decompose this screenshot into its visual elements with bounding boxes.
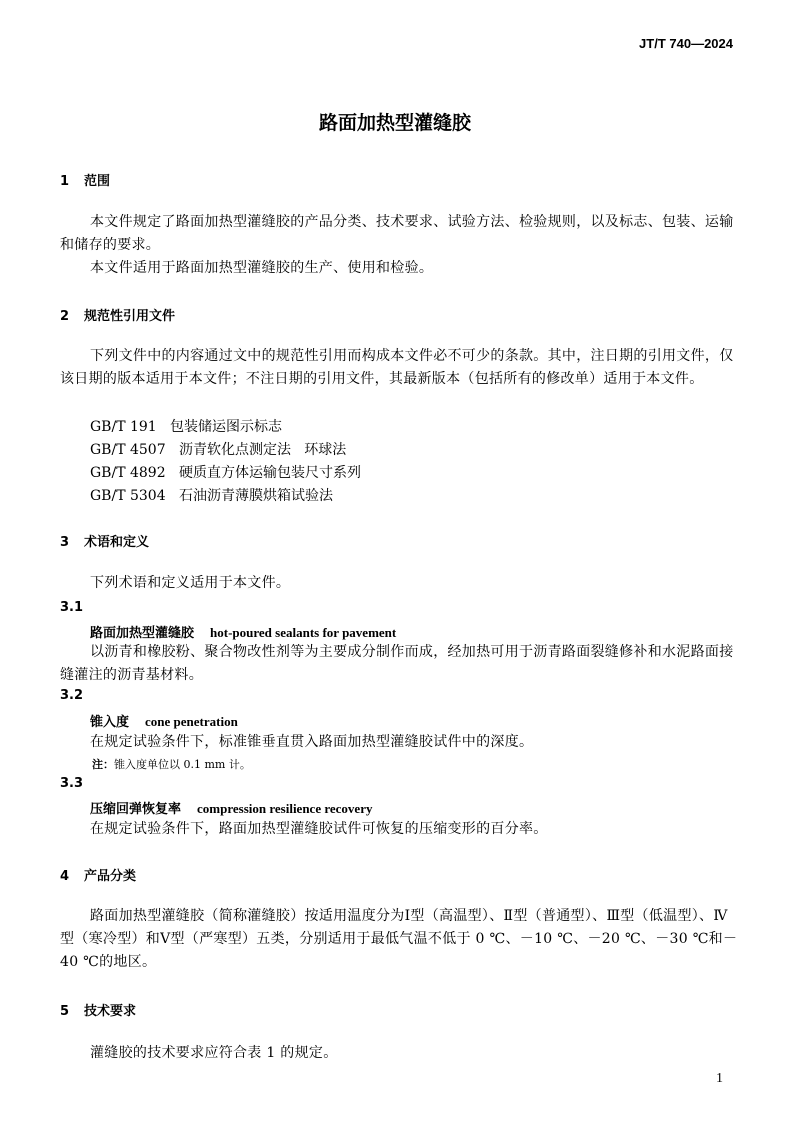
term-en: cone penetration: [145, 714, 238, 729]
term-heading: [90, 622, 396, 641]
document-code: JT/T 740—2024: [639, 36, 733, 51]
scope-paragraph-2: 本文件适用于路面加热型灌缝胶的生产、使用和检验。: [90, 260, 434, 276]
reference-item: GB/T 4507 沥青软化点测定法 环球法: [90, 442, 347, 458]
scope-paragraph-1: 本文件规定了路面加热型灌缝胶的产品分类、技术要求、试验方法、检验规则，以及标志、包装、运输和储存的要求。: [60, 214, 734, 253]
section-number: 5: [60, 1004, 70, 1019]
section-number: 4: [60, 869, 70, 884]
term-zh: 路面加热型灌缝胶: [90, 626, 195, 641]
page-title: 路面加热型灌缝胶: [318, 112, 471, 134]
requirements-paragraph: 灌缝胶的技术要求应符合表 1 的规定。: [90, 1045, 338, 1061]
term-zh: 压缩回弹恢复率: [90, 802, 182, 817]
term-zh: 锥入度: [90, 715, 130, 730]
section-title: 范围: [84, 174, 111, 189]
term-note: [92, 756, 251, 772]
classification-paragraph: 路面加热型灌缝胶（简称灌缝胶）按适用温度分为Ⅰ型（高温型）、Ⅱ型（普通型）、Ⅲ型（低温型）、Ⅳ型（寒冷型）和Ⅴ型（严寒型）五类，分别适用于最低气温不低于 0 ℃、－10 ℃、－20 ℃、－30 ℃和－40 ℃的地区。: [60, 908, 738, 970]
term-number: 3.3: [60, 776, 84, 791]
reference-item: GB/T 5304 石油沥青薄膜烘箱试验法: [90, 488, 333, 504]
section-number: 3: [60, 535, 70, 550]
term-en: hot-poured sealants for pavement: [210, 625, 397, 640]
term-en: compression resilience recovery: [197, 801, 373, 816]
section-heading-2: [60, 305, 175, 324]
section-title: 技术要求: [84, 1004, 137, 1019]
section-title: 规范性引用文件: [84, 309, 176, 324]
term-definition: 以沥青和橡胶粉、聚合物改性剂等为主要成分制作而成，经加热可用于沥青路面裂缝修补和水泥路面接缝灌注的沥青基材料。: [60, 644, 734, 683]
term-number: 3.1: [60, 600, 84, 615]
page-number: 1: [716, 1071, 723, 1086]
section-number: 1: [60, 174, 70, 189]
term-number: 3.2: [60, 688, 84, 703]
term-definition: 在规定试验条件下，路面加热型灌缝胶试件可恢复的压缩变形的百分率。: [90, 821, 548, 837]
term-definition: 在规定试验条件下，标准锥垂直贯入路面加热型灌缝胶试件中的深度。: [90, 734, 534, 750]
section-heading-4: [60, 865, 136, 884]
note-label: 注：: [92, 758, 114, 771]
note-text: 锥入度单位以 0.1 mm 计。: [114, 758, 251, 771]
reference-item: GB/T 4892 硬质直方体运输包装尺寸系列: [90, 465, 361, 481]
section-number: 2: [60, 309, 70, 324]
section-heading-3: [60, 531, 149, 550]
section-title: 产品分类: [84, 869, 137, 884]
term-heading: [90, 798, 372, 817]
normative-refs-paragraph: 下列文件中的内容通过文中的规范性引用而构成本文件必不可少的条款。其中，注日期的引用文件，仅该日期的版本适用于本文件；不注日期的引用文件，其最新版本（包括所有的修改单）适用于本文件。: [60, 348, 734, 387]
section-heading-1: [60, 170, 110, 189]
section-heading-5: [60, 1000, 136, 1019]
term-heading: [90, 711, 238, 730]
terms-intro-paragraph: 下列术语和定义适用于本文件。: [90, 575, 291, 591]
reference-item: GB/T 191 包装储运图示标志: [90, 419, 283, 435]
section-title: 术语和定义: [84, 535, 150, 550]
